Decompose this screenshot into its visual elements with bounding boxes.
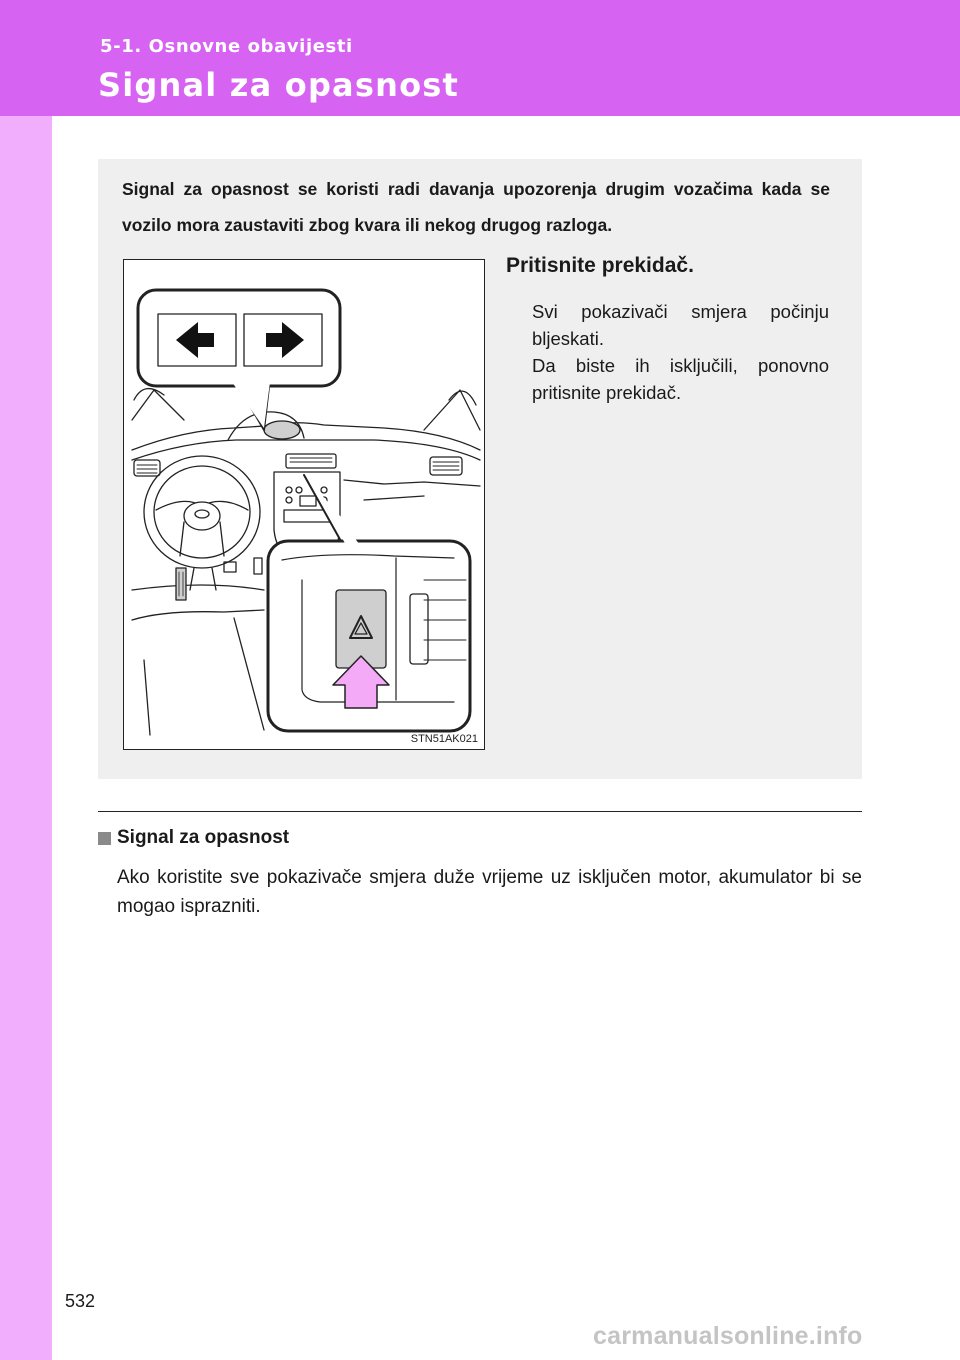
note-heading: [98, 827, 289, 849]
square-bullet-icon: [98, 832, 111, 845]
note-body: Ako koristite sve pokazivače smjera duže vrijeme uz isključen motor, akumulator bi se mogao isprazniti.: [117, 867, 862, 917]
note-heading-text: Signal za opasnost: [117, 827, 290, 848]
step-description: [532, 298, 829, 406]
step-line-1: Svi pokazivači smjera počinju bljeskati.: [532, 301, 829, 349]
figure-code: STN51AK021: [410, 733, 478, 745]
watermark: carmanualsonline.info: [593, 1322, 863, 1350]
dashboard-illustration: [123, 259, 485, 750]
step-title: Pritisnite prekidač.: [506, 254, 694, 277]
intro-text: Signal za opasnost se koristi radi davanja upozorenja drugim vozačima kada se vozilo mora zaustaviti zbog kvara ili nekog drugog razloga.: [122, 179, 830, 235]
page-number: 532: [65, 1291, 96, 1311]
dashboard-drawing: [124, 260, 485, 750]
page-title: Signal za opasnost: [98, 66, 460, 104]
side-tab-strip: [0, 116, 52, 1360]
section-divider: [98, 811, 862, 812]
step-line-2: Da biste ih isključili, ponovno pritisnite prekidač.: [532, 355, 829, 403]
section-label: 5-1. Osnovne obavijesti: [100, 36, 353, 57]
